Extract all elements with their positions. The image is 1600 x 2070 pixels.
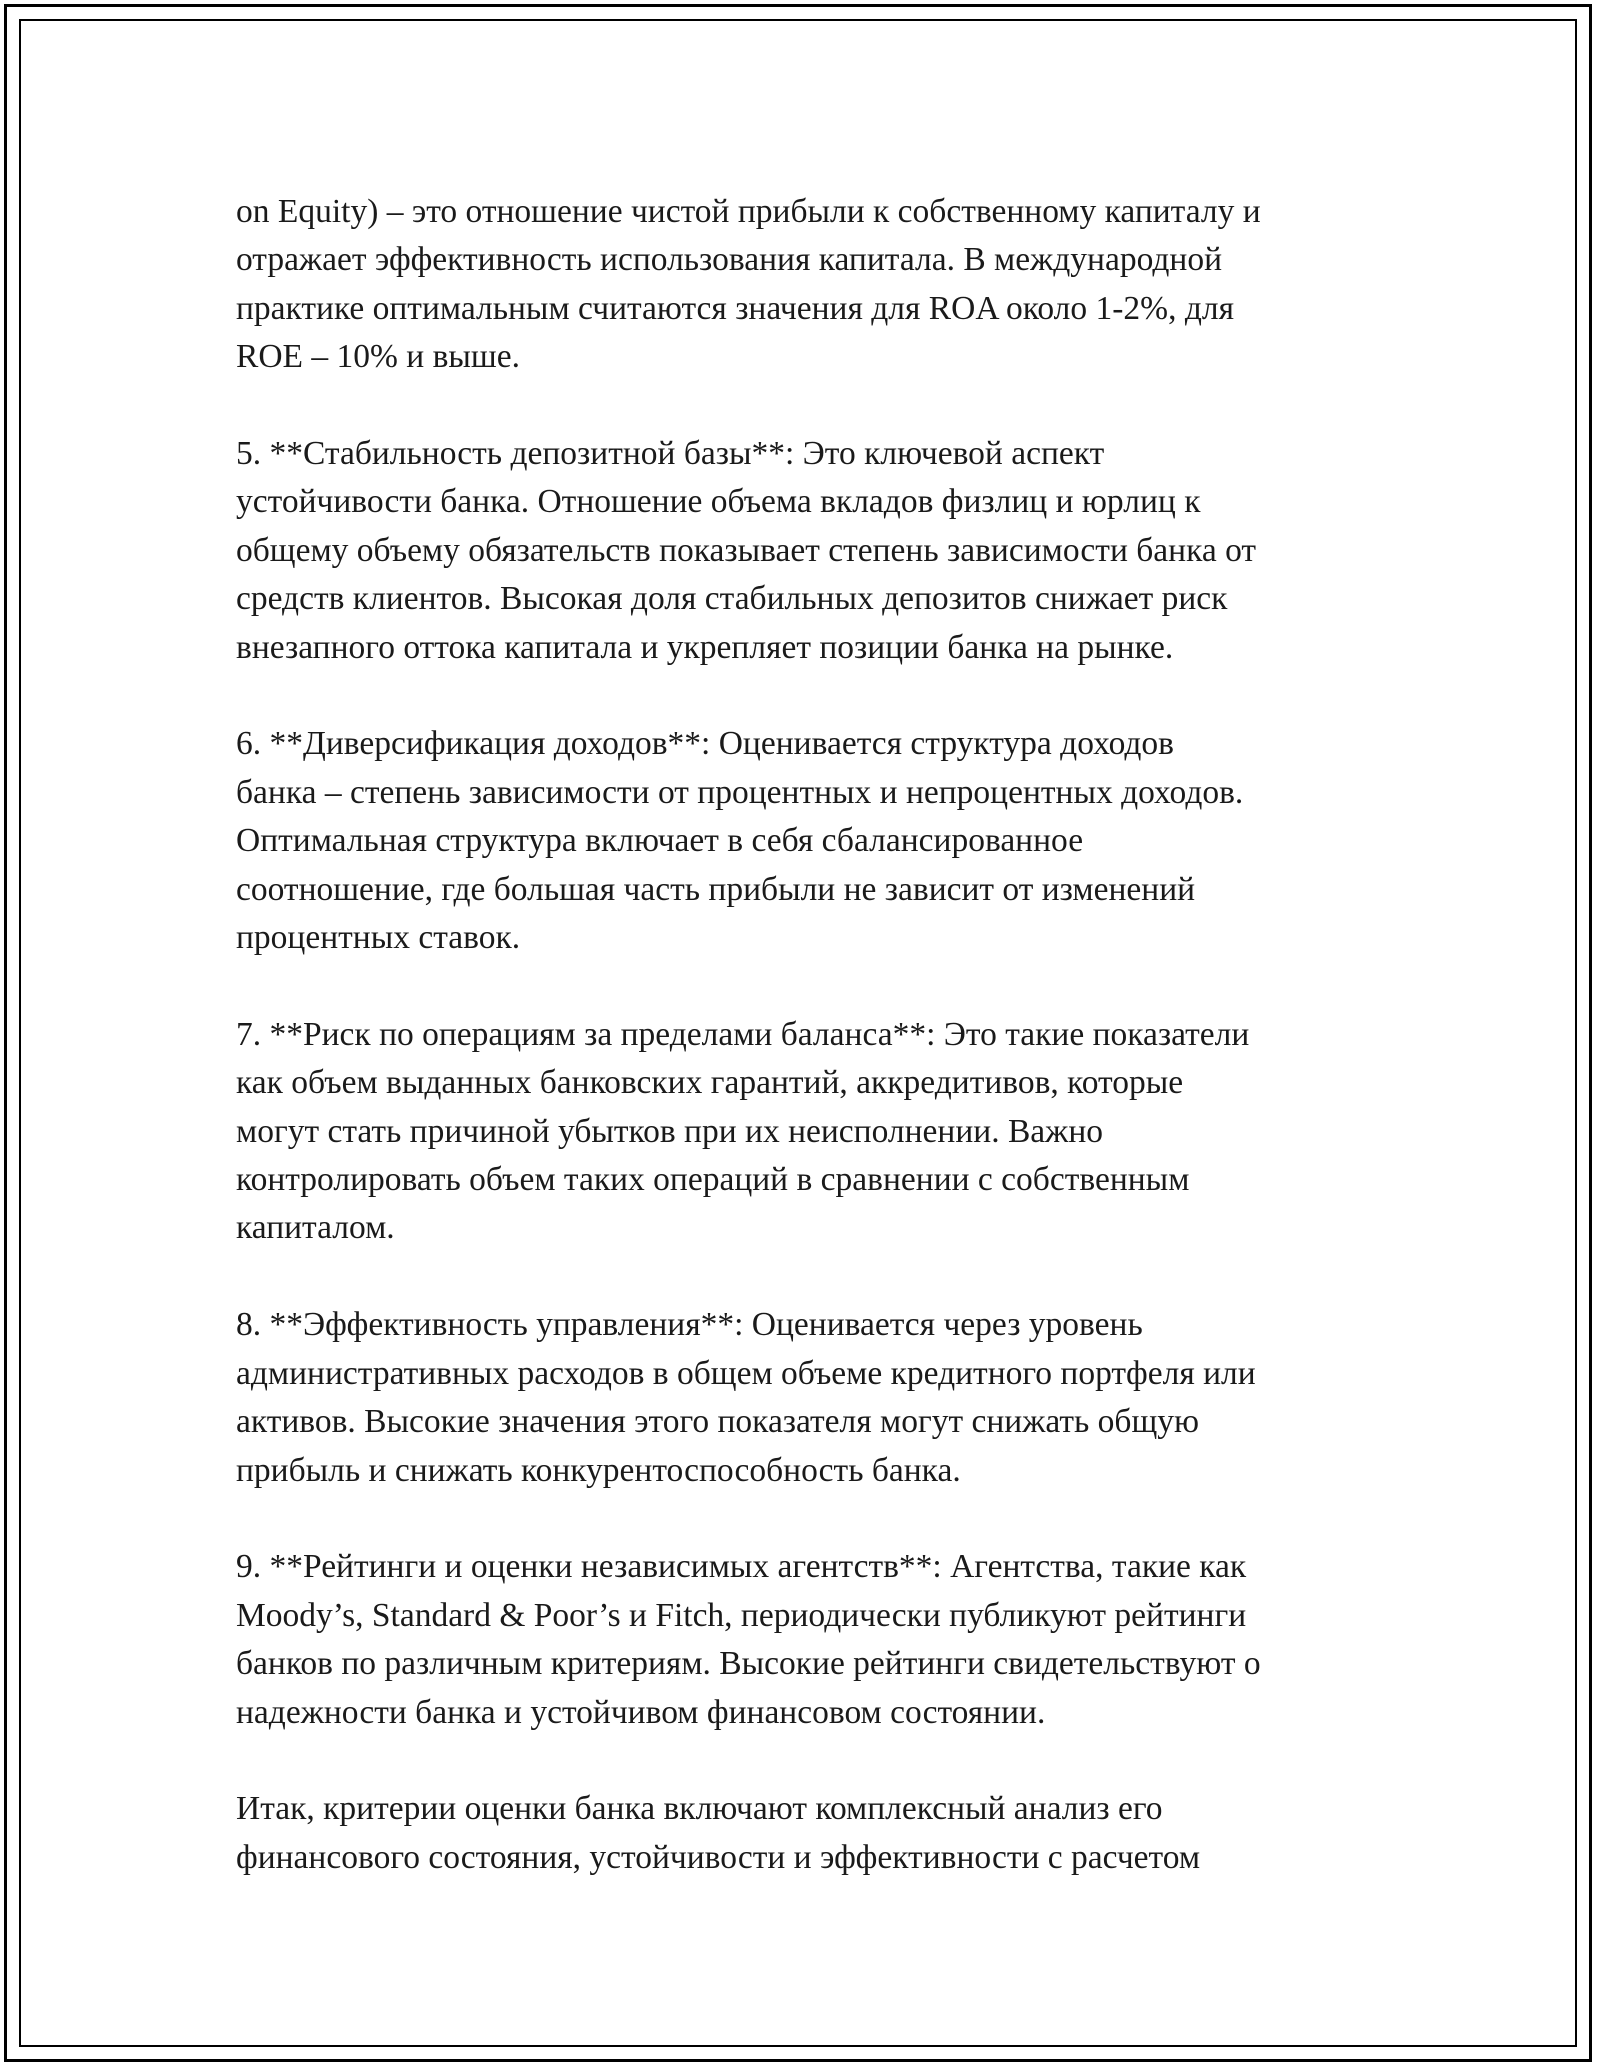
paragraph-conclusion: Итак, критерии оценки банка включают комплексный анализ его финансового состояния, устойчивости и эффективности с расчетом <box>236 1790 1201 1876</box>
paragraph-roe-continuation: on Equity) – это отношение чистой прибыли к собственному капиталу и отражает эффективность использования капитала. В международной практике оптимальным считаются значения для ROA около 1-2%, для ROE – 10% и выше. <box>236 193 1261 376</box>
document-body <box>236 188 1366 1931</box>
paragraph-off-balance-risk: 7. **Риск по операциям за пределами баланса**: Это такие показатели как объем выданных банковских гарантий, аккредитивов, которые могут стать причиной убытков при их неисполнении. Важно контролировать объем таких операций в сравнении с собственным капиталом. <box>236 1015 1250 1247</box>
paragraph-income-diversification: 6. **Диверсификация доходов**: Оценивается структура доходов банка – степень зависимости от процентных и непроцентных доходов. Оптимальная структура включает в себя сбалансированное соотношение, где большая часть прибыли не зависит от изменений процентных ставок. <box>236 725 1244 957</box>
paragraph-management-efficiency: 8. **Эффективность управления**: Оценивается через уровень административных расходов в общем объеме кредитного портфеля или активов. Высокие значения этого показателя могут снижать общую прибыль и снижать конкурентоспособность банка. <box>236 1306 1256 1489</box>
paragraph-deposit-base: 5. **Стабильность депозитной базы**: Это ключевой аспект устойчивости банка. Отношение объема вкладов физлиц и юрлиц к общему объему обязательств показывает степень зависимости банка от средств клиентов. Высокая доля стабильных депозитов снижает риск внезапного оттока капитала и укрепляет позиции банка на рынке. <box>236 435 1257 666</box>
paragraph-agency-ratings: 9. **Рейтинги и оценки независимых агентств**: Агентства, такие как Moody’s, Standard & Poor’s и Fitch, периодически публикуют рейтинги банков по различным критериям. Высокие рейтинги свидетельствуют о надежности банка и устойчивом финансовом состоянии. <box>236 1548 1261 1731</box>
